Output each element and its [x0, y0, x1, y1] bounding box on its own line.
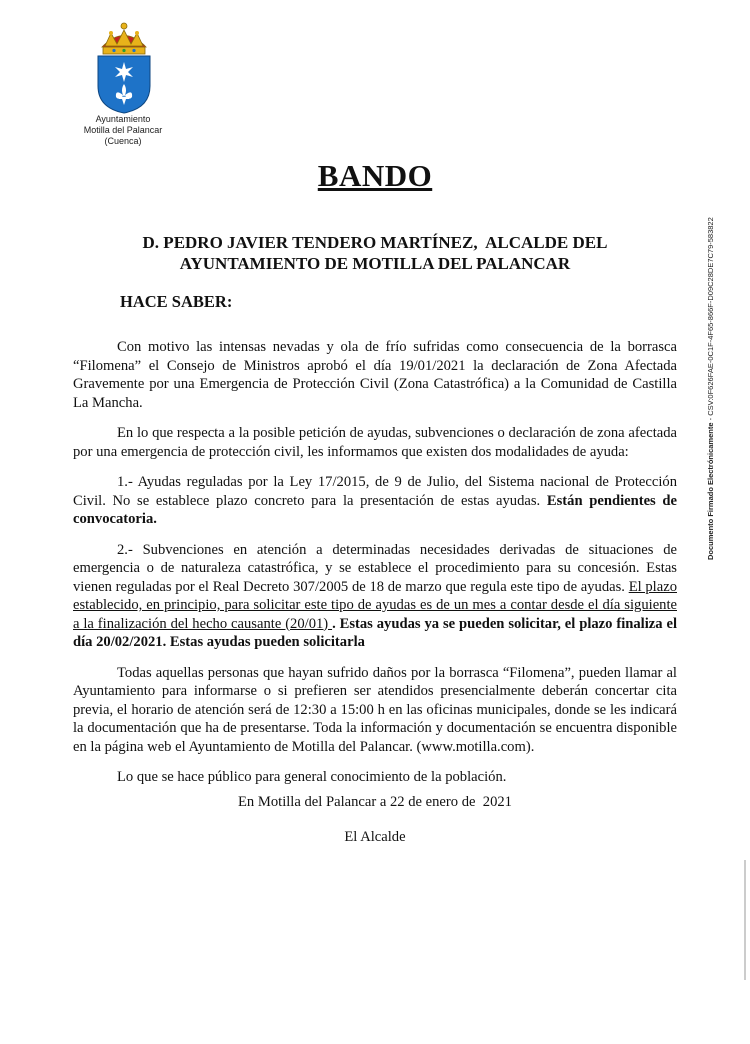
- coat-of-arms-logo: [89, 20, 159, 116]
- paragraph-4-bold: . Estas ayudas ya se pueden solicitar, el plazo finaliza el día 20/02/2021. Estas ayudas pueden solicitarla: [73, 615, 677, 650]
- paragraph-4-underlined: El plazo establecido, en principio, para solicitar este tipo de ayudas es de un mes a contar desde el día siguiente a la finalización del hecho causante (20/01): [73, 578, 677, 632]
- issuer-heading: [100, 232, 650, 274]
- paragraph-3-text: 1.- Ayudas reguladas por la Ley 17/2015, de 9 de Julio, del Sistema nacional de Protección Civil. No se establece plazo concreto para la presentación de estas ayudas.: [73, 474, 677, 509]
- scan-edge-mark: [744, 860, 746, 980]
- document-title: BANDO: [317, 158, 433, 193]
- hace-saber-label: HACE SABER:: [120, 292, 233, 311]
- crest-caption: [60, 114, 186, 147]
- paragraph-1: Con motivo las intensas nevadas y ola de frío sufridas como consecuencia de la borrasca “Filomena” el Consejo de Ministros aprobó el día 19/01/2021 la declaración de Zona Afectada Gravemente por una Emergencia de Protección Civil (Zona Catastrófica) a la Comunidad de Castilla La Mancha.: [73, 339, 677, 411]
- issuer-heading-line2: AYUNTAMIENTO DE MOTILLA DEL PALANCAR: [179, 254, 571, 273]
- crest-caption-line: Ayuntamiento: [95, 114, 151, 124]
- issuer-heading-line1: D. PEDRO JAVIER TENDERO MARTÍNEZ, ALCALDE DEL: [142, 233, 608, 252]
- crest-caption-line: (Cuenca): [104, 136, 142, 146]
- paragraph-3-bold: Están pendientes de convocatoria.: [73, 492, 677, 527]
- paragraph-4: [73, 541, 677, 652]
- signature-stamp-code: - CSV:0F626FAE-0C1F-4F65-866F-D09C28DE7C79-583822: [706, 217, 715, 423]
- signature-stamp-label: Documento Firmado Electrónicamente: [706, 422, 715, 560]
- paragraph-5: Todas aquellas personas que hayan sufrido daños por la borrasca “Filomena”, pueden llamar al Ayuntamiento para informarse o si prefieren ser atendidos presencialmente deberán concertar cita previa, el horario de atención será de 12:30 a 15:00 h en las oficinas municipales, donde se les indicará la documentación que ha de presentarse. Toda la información y documentación se encuentra disponible en la página web el Ayuntamiento de Motilla del Palancar. (www.motilla.com).: [73, 664, 677, 755]
- signer: El Alcalde: [344, 829, 406, 845]
- paragraph-3: [73, 473, 677, 529]
- paragraph-2: En lo que respecta a la posible petición de ayudas, subvenciones o declaración de zona afectada por una emergencia de protección civil, les informamos que existen dos modalidades de ayuda:: [73, 425, 677, 460]
- crest-caption-line: Motilla del Palancar: [83, 125, 163, 135]
- electronic-signature-stamp: [706, 217, 715, 560]
- paragraph-4-text: 2.- Subvenciones en atención a determinadas necesidades derivadas de situaciones de emergencia o de naturaleza catastrófica, y se establece el procedimiento para su concesión. Estas vienen reguladas por el Real Decreto 307/2005 de 18 de marzo que regula este tipo de ayudas.: [73, 541, 677, 595]
- paragraph-6: Lo que se hace público para general conocimiento de la población.: [117, 769, 507, 785]
- document-body: [73, 338, 677, 799]
- crown-icon: [102, 23, 146, 54]
- place-and-date: En Motilla del Palancar a 22 de enero de 2021: [238, 794, 512, 810]
